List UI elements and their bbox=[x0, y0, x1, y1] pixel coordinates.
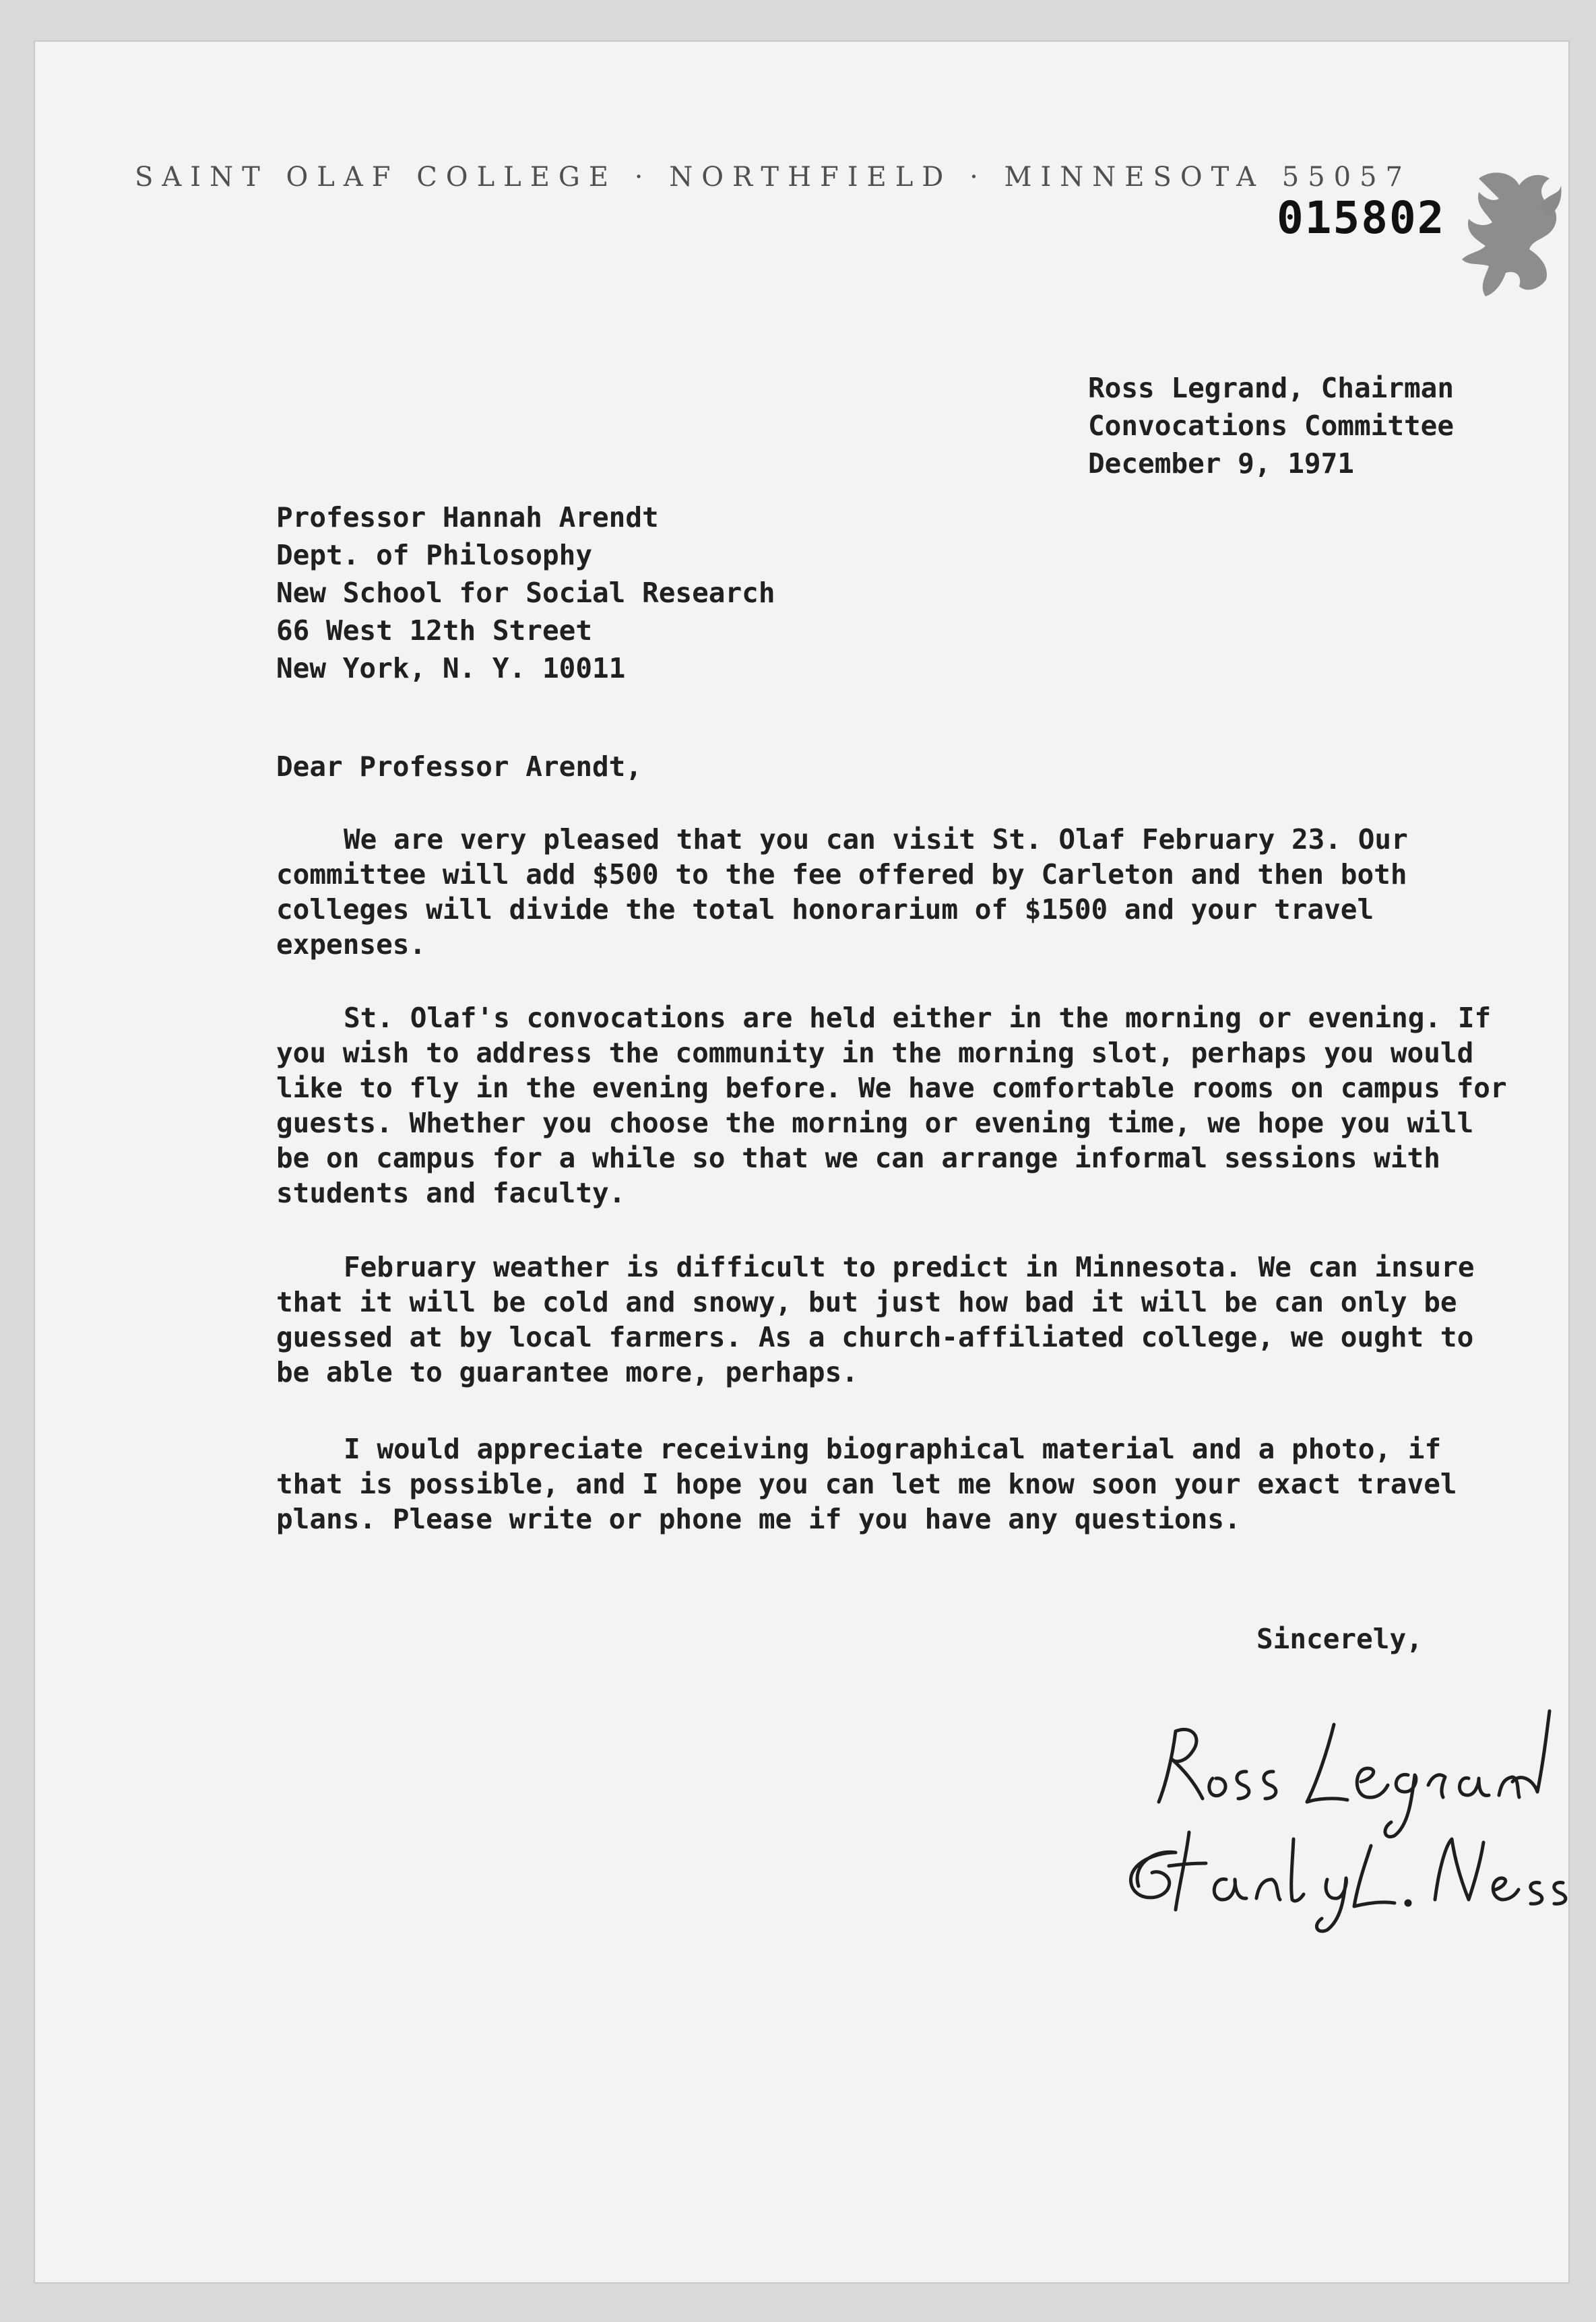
addressee-block bbox=[276, 498, 775, 687]
body-paragraph: I would appreciate receiving biographical material and a photo, if that is possible, and I hope you can let me know soon your exact travel plans. Please write or phone me if you have any questions. bbox=[276, 1433, 1457, 1535]
body-paragraph: St. Olaf's convocations are held either in the morning or evening. If you wish to address the community in the morning slot, perhaps you would like to fly in the evening before. We have comfortable rooms on campus for guests. Whether you choose the morning or evening time, we hope you will be on campus for a while so that we can arrange informal sessions with students and faculty. bbox=[276, 1002, 1507, 1209]
closing: Sincerely, bbox=[1256, 1623, 1423, 1655]
letter-page bbox=[34, 40, 1570, 2284]
body-paragraph: February weather is difficult to predict in Minnesota. We can insure that it will be cold and snowy, but just how bad it will be can only be guessed at by local farmers. As a church-affiliated college, we ought to be able to guarantee more, perhaps. bbox=[276, 1251, 1475, 1388]
document-number: 015802 bbox=[1277, 192, 1446, 244]
body-paragraph: We are very pleased that you can visit St. Olaf February 23. Our committee will add $500 to the fee offered by Carleton and then both colleges will divide the total honorarium of $1500 and your travel expenses. bbox=[276, 823, 1408, 961]
addressee-dept: Dept. of Philosophy bbox=[276, 539, 592, 571]
letterhead: SAINT OLAF COLLEGE · NORTHFIELD · MINNESOTA 55057 bbox=[135, 162, 1412, 193]
salutation: Dear Professor Arendt, bbox=[276, 750, 643, 783]
handwritten-signatures bbox=[1112, 1684, 1570, 1940]
letter-date: December 9, 1971 bbox=[1088, 447, 1354, 480]
sender-name-title: Ross Legrand, Chairman bbox=[1088, 372, 1455, 404]
sender-committee: Convocations Committee bbox=[1088, 410, 1455, 442]
addressee-institution: New School for Social Research bbox=[276, 577, 775, 609]
addressee-name: Professor Hannah Arendt bbox=[276, 501, 659, 534]
addressee-street: 66 West 12th Street bbox=[276, 614, 592, 647]
sender-block bbox=[1088, 369, 1454, 482]
addressee-city: New York, N. Y. 10011 bbox=[276, 652, 626, 684]
lion-crest-icon bbox=[1438, 165, 1566, 300]
